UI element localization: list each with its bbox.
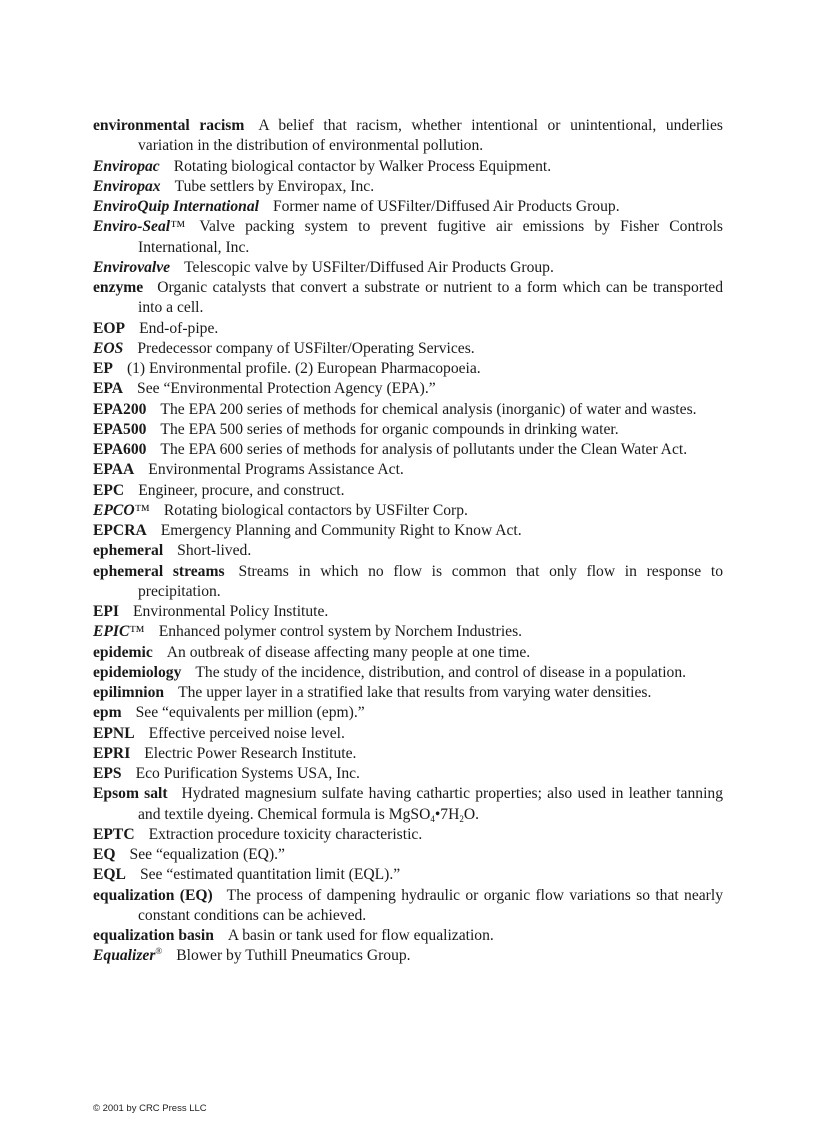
entry-definition: Predecessor company of USFilter/Operating Services.: [137, 339, 475, 357]
entry-term: EPA500: [93, 420, 147, 438]
glossary-entry: [93, 177, 723, 197]
entry-definition: Eco Purification Systems USA, Inc.: [135, 765, 360, 782]
glossary-entry: [93, 926, 723, 946]
glossary-entry: [93, 946, 723, 966]
entry-term: EPNL: [93, 724, 135, 742]
entry-definition: Rotating biological contactor by Walker Process Equipment.: [173, 157, 552, 175]
entry-definition: The upper layer in a stratified lake that results from varying water densities.: [178, 684, 652, 701]
glossary-entry: [93, 602, 723, 622]
entry-term: epidemic: [93, 643, 153, 661]
entry-term: EPAA: [93, 461, 135, 479]
glossary-entry: [93, 703, 723, 723]
entry-definition: Organic catalysts that convert a substrate or nutrient to a form which can be transported into a cell.: [138, 279, 723, 317]
entry-term: Equalizer: [93, 947, 156, 965]
entry-term: Enviropax: [93, 177, 161, 195]
glossary-entry: [93, 339, 723, 359]
glossary-entry: [93, 359, 723, 379]
entry-definition: Environmental Policy Institute.: [133, 603, 329, 620]
entry-term: environmental racism: [93, 117, 245, 134]
entry-definition: Telescopic valve by USFilter/Diffused Air Products Group.: [184, 258, 554, 276]
entry-definition: Former name of USFilter/Diffused Air Products Group.: [272, 198, 620, 215]
glossary-entry: [93, 258, 723, 278]
entry-term: EOP: [93, 319, 126, 337]
entry-definition: A basin or tank used for flow equalization.: [227, 927, 494, 944]
entry-definition: See “equalization (EQ).”: [129, 846, 285, 863]
entry-term: Enviro-Seal: [93, 218, 171, 236]
entry-term: Enviropac: [93, 157, 160, 175]
glossary-entry: [93, 764, 723, 784]
entry-definition: An outbreak of disease affecting many people at one time.: [166, 643, 531, 661]
trademark-mark: ™: [129, 623, 145, 641]
glossary-entry: [93, 501, 723, 521]
entry-definition: The EPA 500 series of methods for organic compounds in drinking water.: [160, 420, 619, 438]
glossary-entry: [93, 744, 723, 764]
entry-definition: Effective perceived noise level.: [148, 724, 345, 742]
entry-definition: Tube settlers by Enviropax, Inc.: [174, 177, 375, 195]
entry-term: epidemiology: [93, 663, 182, 681]
glossary-entry: [93, 278, 723, 319]
entry-definition: Extraction procedure toxicity characteristic.: [148, 825, 423, 843]
glossary-entry: [93, 825, 723, 845]
glossary-entry: [93, 541, 723, 561]
entry-term: EPCRA: [93, 522, 147, 539]
glossary-entry: [93, 886, 723, 927]
entry-definition: The process of dampening hydraulic or organic flow variations so that nearly constant conditions can be achieved.: [138, 886, 723, 924]
glossary-entry: [93, 319, 723, 339]
glossary-entries: [93, 116, 723, 967]
glossary-entry: [93, 116, 723, 157]
entry-definition: Emergency Planning and Community Right to Know Act.: [160, 522, 522, 539]
trademark-mark: ™: [170, 218, 186, 236]
entry-definition: The EPA 200 series of methods for chemical analysis (inorganic) of water and wastes.: [160, 400, 697, 418]
entry-term: EPA200: [93, 400, 147, 418]
glossary-entry: [93, 562, 723, 603]
glossary-entry: [93, 197, 723, 217]
entry-term: ephemeral streams: [93, 562, 225, 580]
entry-term: epm: [93, 704, 122, 722]
glossary-entry: [93, 440, 723, 460]
entry-term: equalization basin: [93, 927, 214, 944]
formula-subscript: 4: [430, 813, 435, 824]
entry-term: EPC: [93, 481, 125, 499]
entry-definition: Streams in which no flow is common that only flow in response to precipitation.: [138, 562, 723, 600]
registered-mark: ®: [155, 946, 163, 957]
formula-part: O.: [463, 805, 480, 823]
entry-definition: See “estimated quantitation limit (EQL).”: [139, 866, 401, 884]
glossary-entry: [93, 865, 723, 885]
copyright-footer: © 2001 by CRC Press LLC: [93, 1103, 207, 1114]
entry-definition: A belief that racism, whether intentional or unintentional, underlies variation in the distribution of environmental pollution.: [138, 117, 723, 155]
entry-definition: Electric Power Research Institute.: [144, 744, 357, 762]
entry-term: EOS: [93, 339, 124, 357]
entry-definition: End-of-pipe.: [139, 319, 219, 337]
entry-definition: Environmental Programs Assistance Act.: [148, 461, 404, 479]
entry-term: EPA: [93, 380, 124, 398]
glossary-entry: [93, 683, 723, 703]
glossary-entry: [93, 784, 723, 825]
entry-term: EPCO: [93, 501, 135, 519]
glossary-entry: [93, 622, 723, 642]
entry-definition: Engineer, procure, and construct.: [138, 481, 345, 499]
glossary-entry: [93, 420, 723, 440]
glossary-entry: [93, 217, 723, 258]
glossary-entry: [93, 157, 723, 177]
entry-definition: The EPA 600 series of methods for analysis of pollutants under the Clean Water Act.: [160, 441, 688, 458]
entry-definition: (1) Environmental profile. (2) European Pharmacopoeia.: [126, 360, 481, 377]
entry-definition: Enhanced polymer control system by Norchem Industries.: [158, 623, 523, 641]
entry-term: EnviroQuip International: [93, 198, 259, 215]
trademark-mark: ™: [134, 501, 150, 519]
entry-term: Epsom salt: [93, 785, 168, 803]
entry-term: EPRI: [93, 744, 131, 762]
formula-part: •7H: [434, 805, 460, 823]
entry-term: enzyme: [93, 279, 144, 296]
entry-term: EPS: [93, 765, 122, 782]
entry-term: epilimnion: [93, 684, 165, 701]
entry-term: ephemeral: [93, 542, 164, 560]
entry-definition: See “equivalents per million (epm).”: [135, 704, 365, 722]
glossary-entry: [93, 521, 723, 541]
glossary-entry: [93, 481, 723, 501]
glossary-entry: [93, 845, 723, 865]
entry-term: EQL: [93, 866, 126, 884]
entry-definition: See “Environmental Protection Agency (EPA).”: [137, 380, 436, 398]
entry-definition: Short-lived.: [177, 542, 252, 560]
entry-definition: Hydrated magnesium sulfate having cathartic properties; also used in leather tanning and textile dyeing. Chemical formula is MgSO: [138, 785, 723, 823]
entry-definition: Blower by Tuthill Pneumatics Group.: [176, 947, 411, 965]
glossary-entry: [93, 400, 723, 420]
glossary-entry: [93, 724, 723, 744]
entry-definition: Rotating biological contactors by USFilter Corp.: [163, 501, 468, 519]
entry-term: EQ: [93, 846, 116, 863]
entry-definition: The study of the incidence, distribution, and control of disease in a population.: [195, 663, 687, 681]
entry-term: EPTC: [93, 825, 135, 843]
entry-definition: Valve packing system to prevent fugitive air emissions by Fisher Controls International, Inc.: [138, 218, 723, 256]
entry-term: equalization (EQ): [93, 886, 213, 904]
entry-term: EPIC: [93, 623, 130, 641]
glossary-entry: [93, 643, 723, 663]
entry-term: EP: [93, 360, 113, 377]
glossary-entry: [93, 460, 723, 480]
entry-term: EPA600: [93, 441, 147, 458]
glossary-entry: [93, 663, 723, 683]
entry-term: EPI: [93, 603, 119, 620]
formula-subscript: 2: [459, 813, 464, 824]
entry-term: Envirovalve: [93, 258, 171, 276]
glossary-entry: [93, 379, 723, 399]
